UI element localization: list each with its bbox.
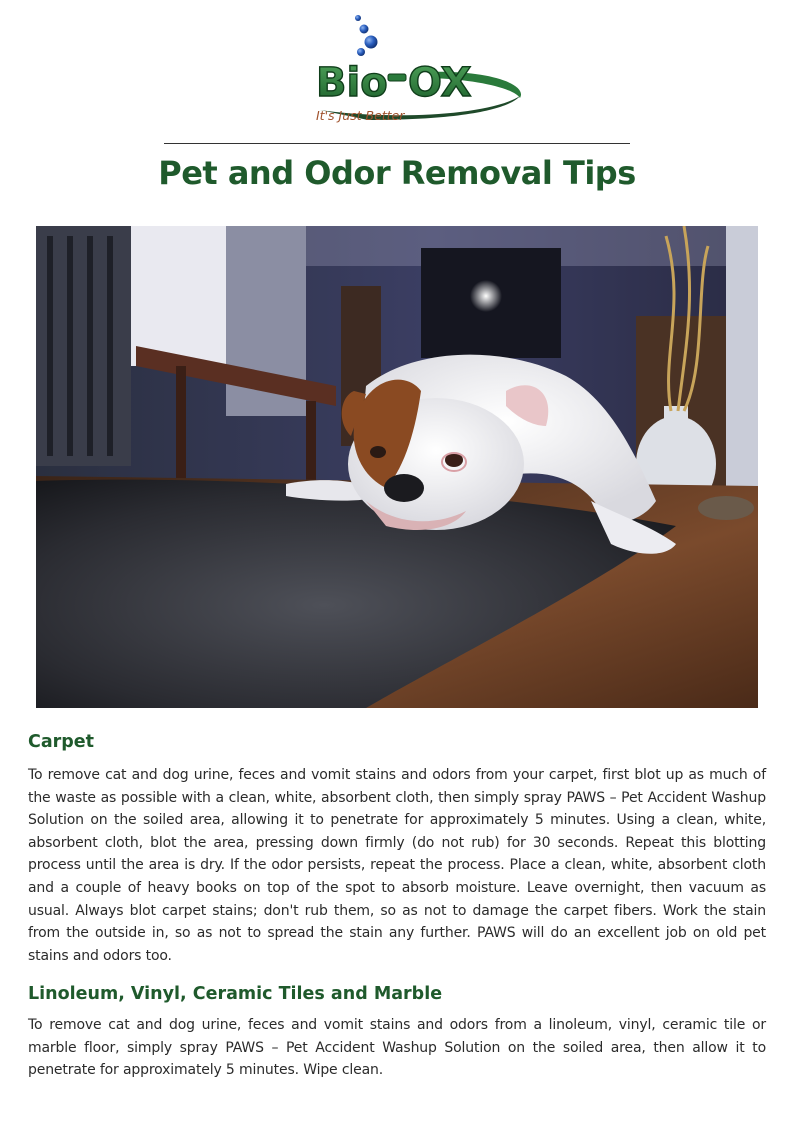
bio-ox-logo — [308, 12, 532, 128]
logo-tagline: It's Just Better — [316, 108, 405, 123]
section-text-carpet: To remove cat and dog urine, feces and vomit stains and odors from your carpet, first blot up as much of the waste as possible with a clean, white, absorbent cloth, then simply spray PAWS – Pet Accident Washup Solution on the soiled area, allowing it to penetrate for approximately 5 minutes. Using a clean, white, absorbent cloth, blot the area, pressing down firmly (do not rub) for 30 seconds. Repeat this blotting process until the area is dry. If the odor persists, repeat the process. Place a clean, white, absorbent cloth and a couple of heavy books on top of the spot to absorb moisture. Leave overnight, then vacuum as usual. Always blot carpet stains; don't rub them, so as not to damage the carpet fibers. Work the stain from the outside in, so as not to spread the stain any further. PAWS will do an excellent job on old pet stains and odors too. — [28, 767, 766, 964]
section-heading-linoleum: Linoleum, Vinyl, Ceramic Tiles and Marble — [28, 984, 443, 1004]
section-heading-carpet: Carpet — [28, 732, 95, 752]
title-divider — [164, 143, 630, 144]
page-title: Pet and Odor Removal Tips — [158, 154, 636, 192]
section-text-linoleum: To remove cat and dog urine, feces and vomit stains and odors from a linoleum, vinyl, ceramic tile or marble floor, simply spray PAWS – Pet Accident Washup Solution on the soiled area, then allow it to penetrate for approximately 5 minutes. Wipe clean. — [28, 1017, 766, 1079]
logo-brand-part1: Bio — [316, 60, 388, 106]
logo-brand-part2: OX — [408, 60, 472, 106]
dog-on-carpet-photo — [36, 226, 758, 708]
